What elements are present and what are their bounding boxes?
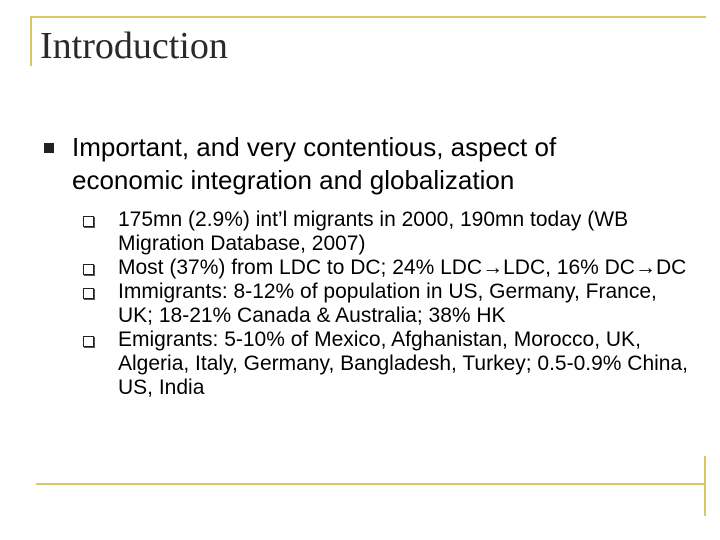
bottom-horizontal-rule — [36, 483, 706, 485]
square-bullet-icon — [44, 143, 54, 153]
hollow-square-bullet-icon — [83, 216, 94, 227]
sub-bullet-item — [80, 208, 690, 256]
sub-bullet-list — [80, 208, 690, 400]
bottom-vertical-rule — [704, 456, 706, 516]
main-bullet — [34, 131, 674, 197]
sub-bullet-item — [80, 280, 690, 328]
sub-bullet-item — [80, 328, 690, 400]
sub-bullet-text: Most (37%) from LDC to DC; 24% LDC→LDC, 16% DC→DC — [118, 256, 687, 279]
main-bullet-row — [34, 131, 674, 197]
sub-bullet-item — [80, 256, 690, 280]
top-vertical-rule — [30, 16, 32, 66]
hollow-square-bullet-icon — [83, 336, 94, 347]
hollow-square-bullet-icon — [83, 264, 94, 275]
main-bullet-text: Important, and very contentious, aspect of economic integration and globalization — [72, 132, 557, 195]
sub-bullet-text: 175mn (2.9%) int’l migrants in 2000, 190mn today (WB Migration Database, 2007) — [118, 208, 629, 255]
hollow-square-bullet-icon — [83, 288, 94, 299]
sub-bullet-text: Immigrants: 8-12% of population in US, Germany, France, UK; 18-21% Canada & Australia; 38% HK — [118, 280, 657, 327]
top-horizontal-rule — [30, 16, 706, 18]
sub-bullet-text: Emigrants: 5-10% of Mexico, Afghanistan, Morocco, UK, Algeria, Italy, Germany, Bangladesh, Turkey; 0.5-0.9% China, US, India — [118, 328, 689, 399]
slide-title: Introduction — [40, 25, 228, 67]
